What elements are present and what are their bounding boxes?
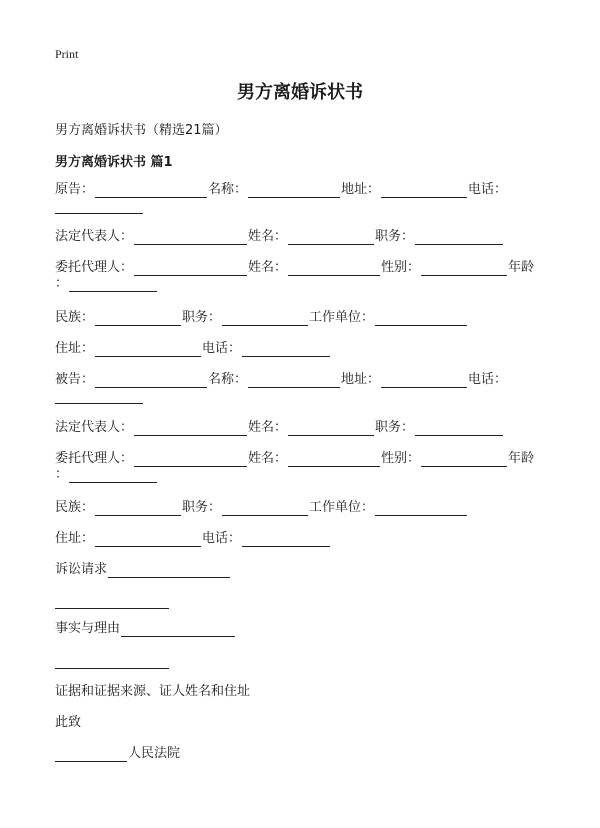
person-name-blank[interactable] — [288, 421, 374, 436]
agent-name-blank[interactable] — [288, 452, 380, 467]
ethnicity-blank[interactable] — [95, 501, 181, 516]
residence-label: 住址： — [55, 341, 95, 356]
person-name-blank[interactable] — [288, 230, 374, 245]
print-link[interactable]: Print — [55, 47, 79, 61]
plaintiff-agent-row — [55, 260, 534, 276]
document-subtitle: 男方离婚诉状书（精选21篇） — [55, 123, 228, 138]
court-row — [55, 746, 180, 762]
age-blank[interactable] — [69, 468, 157, 483]
position-label: 职务： — [182, 500, 222, 515]
facts-label: 事实与理由 — [55, 621, 121, 636]
work-unit-label: 工作单位： — [309, 310, 375, 325]
facts-row — [55, 621, 236, 637]
plaintiff-name-blank[interactable] — [95, 183, 207, 198]
residence-blank[interactable] — [95, 532, 201, 547]
agent-name-blank[interactable] — [288, 261, 380, 276]
address-label: 地址： — [341, 372, 381, 387]
phone-label: 电话： — [202, 341, 242, 356]
address-blank[interactable] — [381, 373, 467, 388]
entity-name-blank[interactable] — [248, 373, 340, 388]
claims-continuation-blank[interactable] — [55, 608, 169, 609]
person-name-label: 姓名： — [248, 229, 288, 244]
defendant-agent-row — [55, 451, 534, 467]
job-position-blank[interactable] — [222, 501, 308, 516]
facts-continuation-blank[interactable] — [55, 668, 169, 669]
defendant-legal-rep-row — [55, 420, 504, 436]
defendant-phone-blank[interactable] — [55, 403, 143, 404]
entity-name-label: 名称： — [208, 182, 248, 197]
plaintiff-ethnicity-row — [55, 310, 468, 326]
phone-label: 电话： — [468, 182, 508, 197]
gender-label: 性别： — [381, 260, 421, 275]
claims-label: 诉讼请求 — [55, 562, 108, 577]
evidence-label: 证据和证据来源、证人姓名和住址 — [55, 684, 251, 699]
ethnicity-blank[interactable] — [95, 311, 181, 326]
defendant-row — [55, 372, 507, 388]
position-label: 职务： — [375, 229, 415, 244]
address-blank[interactable] — [381, 183, 467, 198]
ethnicity-label: 民族： — [55, 500, 95, 515]
claims-row — [55, 562, 231, 578]
section-title: 男方离婚诉状书 篇1 — [55, 155, 173, 170]
ethnicity-label: 民族： — [55, 310, 95, 325]
person-name-label: 姓名： — [248, 451, 288, 466]
defendant-ethnicity-row — [55, 500, 468, 516]
age-colon: ： — [55, 276, 69, 291]
age-label: 年龄 — [508, 260, 535, 275]
phone-label: 电话： — [468, 372, 508, 387]
defendant-age-cont — [55, 467, 158, 483]
evidence-row — [55, 684, 250, 700]
work-unit-label: 工作单位： — [309, 500, 375, 515]
job-position-blank[interactable] — [222, 311, 308, 326]
plaintiff-phone-blank[interactable] — [55, 213, 143, 214]
court-name-blank[interactable] — [55, 747, 127, 762]
residence-label: 住址： — [55, 531, 95, 546]
residence-phone-blank[interactable] — [242, 532, 330, 547]
page-title: 男方离婚诉状书 — [237, 82, 363, 103]
work-unit-blank[interactable] — [375, 501, 467, 516]
defendant-label: 被告： — [55, 372, 95, 387]
residence-blank[interactable] — [95, 342, 201, 357]
work-unit-blank[interactable] — [375, 311, 467, 326]
salutation-label: 此致 — [55, 715, 82, 730]
age-blank[interactable] — [69, 277, 157, 292]
position-blank[interactable] — [415, 421, 503, 436]
legal-rep-blank[interactable] — [134, 421, 247, 436]
gender-blank[interactable] — [421, 261, 507, 276]
residence-phone-blank[interactable] — [242, 342, 330, 357]
plaintiff-residence-row — [55, 341, 331, 357]
claims-blank[interactable] — [108, 563, 230, 578]
legal-rep-blank[interactable] — [134, 230, 247, 245]
entity-name-label: 名称： — [208, 372, 248, 387]
plaintiff-label: 原告： — [55, 182, 95, 197]
legal-rep-label: 法定代表人： — [55, 420, 134, 435]
plaintiff-age-cont — [55, 276, 158, 292]
legal-rep-label: 法定代表人： — [55, 229, 134, 244]
entity-name-blank[interactable] — [248, 183, 340, 198]
address-label: 地址： — [341, 182, 381, 197]
plaintiff-row — [55, 182, 507, 198]
person-name-label: 姓名： — [248, 420, 288, 435]
court-label: 人民法院 — [128, 746, 181, 761]
agent-blank[interactable] — [134, 261, 247, 276]
agent-label: 委托代理人： — [55, 451, 134, 466]
agent-blank[interactable] — [134, 452, 247, 467]
person-name-label: 姓名： — [248, 260, 288, 275]
gender-blank[interactable] — [421, 452, 507, 467]
agent-label: 委托代理人： — [55, 260, 134, 275]
position-label: 职务： — [182, 310, 222, 325]
facts-blank[interactable] — [121, 622, 235, 637]
phone-label: 电话： — [202, 531, 242, 546]
plaintiff-legal-rep-row — [55, 229, 504, 245]
age-colon: ： — [55, 467, 69, 482]
position-label: 职务： — [375, 420, 415, 435]
defendant-name-blank[interactable] — [95, 373, 207, 388]
salutation-row — [55, 715, 81, 731]
defendant-residence-row — [55, 531, 331, 547]
gender-label: 性别： — [381, 451, 421, 466]
position-blank[interactable] — [415, 230, 503, 245]
age-label: 年龄 — [508, 451, 535, 466]
